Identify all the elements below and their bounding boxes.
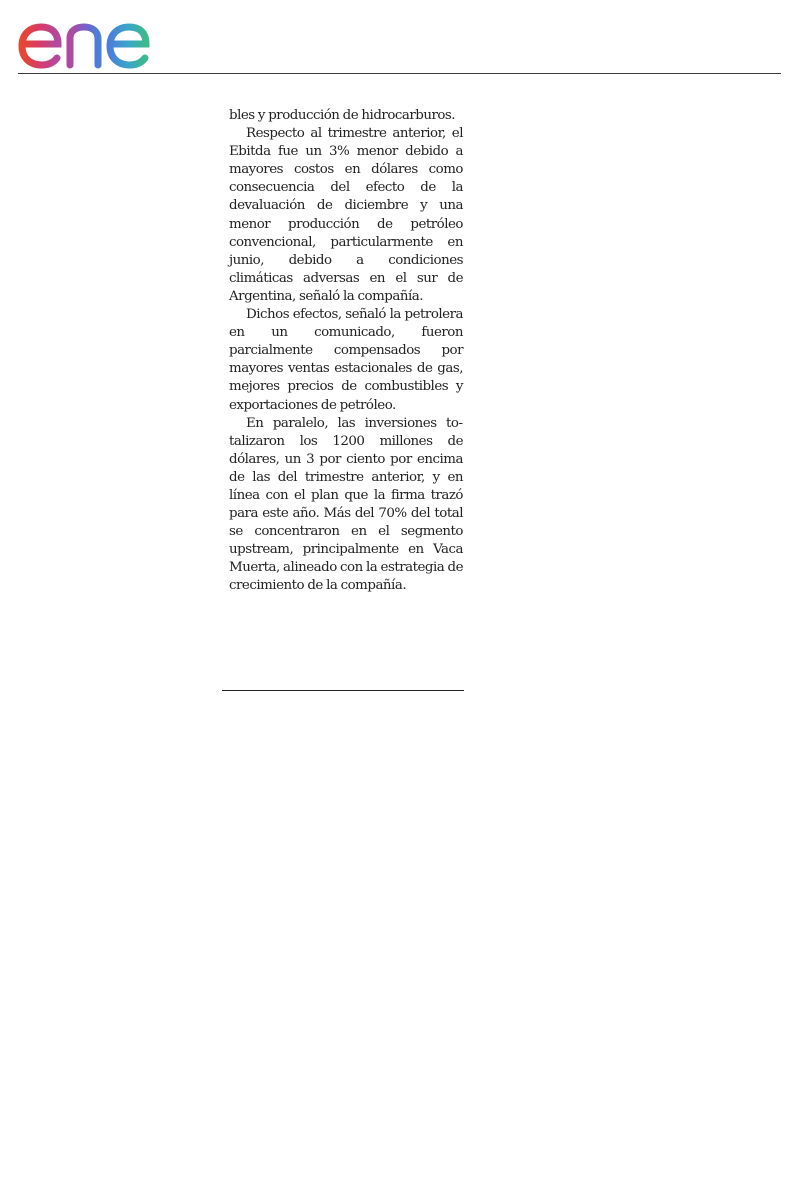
article-paragraph-1: bles y producción de hidrocarburos.	[229, 108, 456, 123]
article-column	[229, 107, 463, 596]
enel-logo	[14, 6, 184, 70]
article-paragraph-2: Respecto al trimestre anterior, el Ebitda fue un 3% menor debido a mayores costos en dólares como consecuencia del efecto de la devaluación de diciembre y una menor producción de petróleo convencional, particularmente en junio, debido a condiciones climáticas adversas en el sur de Argentina, señaló la compañía.	[229, 126, 463, 304]
article-paragraph-3: Dichos efectos, señaló la petrolera en un comunicado, fueron parcialmente compensados por mayores ventas estacionales de gas, mejores precios de combustibles y exportaciones de petróleo.	[229, 307, 463, 413]
header-divider	[18, 73, 781, 74]
page-header	[0, 0, 800, 80]
article-paragraph-4: En paralelo, las inversiones totalizaron los 1200 millones de dólares, un 3 por ciento por encima de las del trimestre anterior, y en línea con el plan que la firma trazó para este año. Más del 70% del total se concentraron en el segmento upstream, principalmente en Vaca Muerta, alineado con la estrategia de crecimiento de la compañía.	[229, 415, 463, 594]
article-end-divider	[222, 690, 464, 691]
